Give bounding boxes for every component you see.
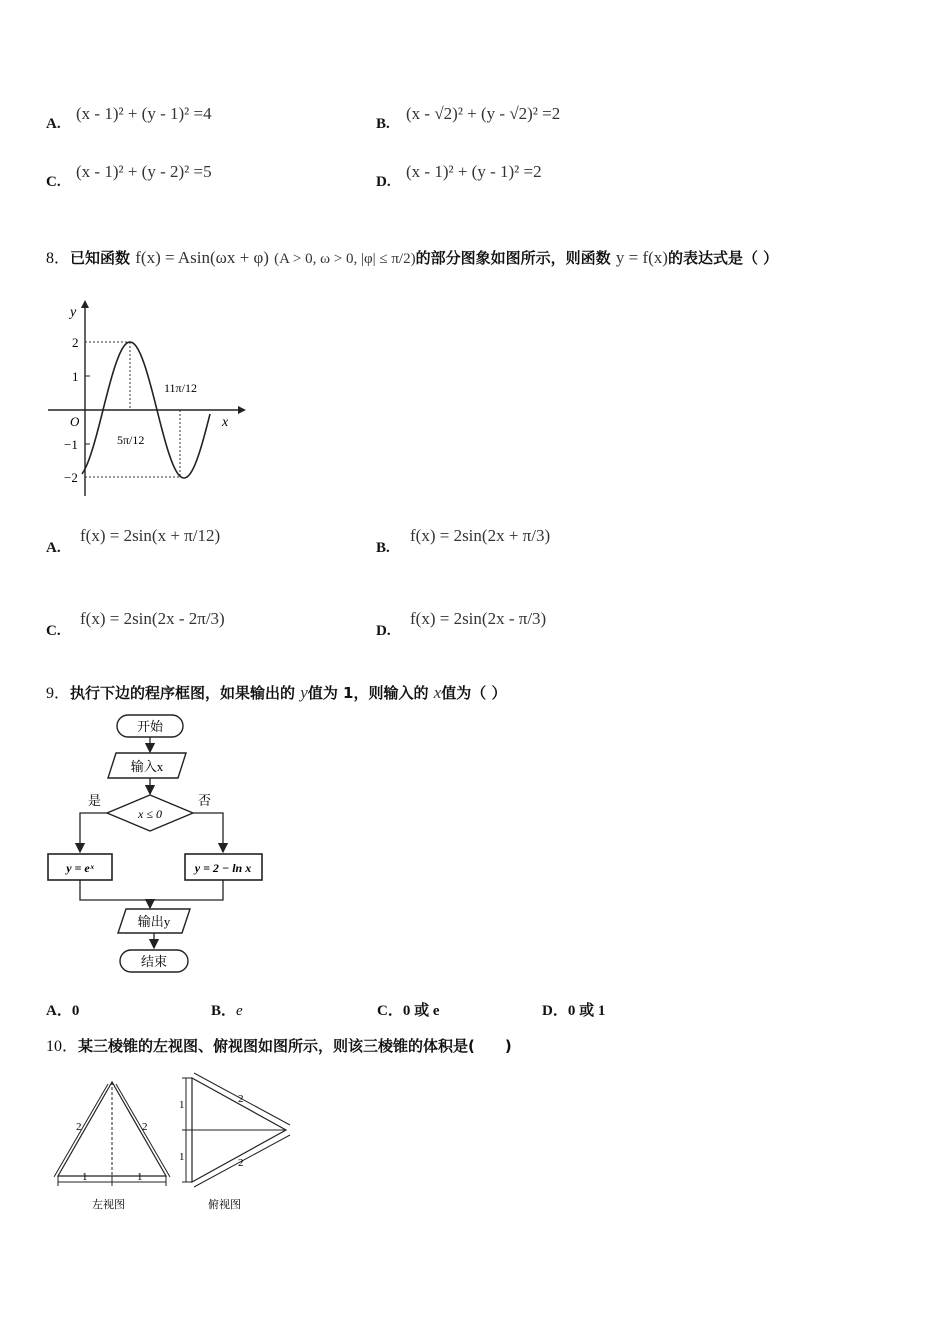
left-process-label: y = eˣ (66, 861, 94, 875)
q8-func: f(x) = Asin(ωx + φ) (135, 248, 269, 267)
q7-option-b-expr: (x - √2)² + (y - √2)² =2 (406, 104, 561, 123)
q7-option-d-label: D. (376, 174, 391, 190)
q8-text-pre: 已知函数 (70, 249, 131, 267)
q8-option-a-expr: f(x) = 2sin(x + π/12) (80, 526, 221, 545)
q9-option-c-value: 0 或 e (402, 1003, 440, 1019)
q7-option-a-expr: (x - 1)² + (y - 1)² =4 (76, 104, 212, 123)
q8-option-d-expr: f(x) = 2sin(2x - π/3) (410, 609, 547, 628)
x-axis-label: x (222, 415, 229, 430)
q9-option-a-label: A． (46, 1003, 72, 1019)
q9-option-d-value: 0 或 1 (567, 1003, 606, 1019)
left-view-side-left: 2 (76, 1121, 82, 1133)
y-tick-label-neg1: −1 (64, 437, 78, 452)
q8-yfx: y = f(x) (615, 248, 668, 267)
q8-number: 8． (46, 250, 71, 267)
arrow-yes (80, 813, 107, 852)
left-view-base-right: 1 (137, 1171, 143, 1183)
no-label: 否 (198, 793, 212, 808)
x-label-11pi-12: 11π/12 (164, 381, 197, 395)
q8-sine-graph (40, 296, 250, 501)
arrow-no (193, 813, 223, 852)
y-axis-arrow-icon (81, 300, 89, 308)
q10-stem (46, 1033, 512, 1056)
q9-option-b-value: e (236, 1003, 243, 1019)
q9-option-b (211, 999, 243, 1020)
q7-option-a-label: A. (46, 116, 61, 132)
y-axis-label: y (70, 305, 77, 320)
q9-option-b-label: B． (211, 1003, 237, 1019)
merge-left (80, 880, 150, 900)
q9-option-d (542, 999, 605, 1020)
top-view-side-top: 2 (238, 1093, 244, 1105)
left-view-base-left: 1 (82, 1171, 88, 1183)
q10-left-view (44, 1074, 176, 1214)
q8-option-d-label: D. (376, 623, 391, 639)
q8-option-c-label: C. (46, 623, 61, 639)
top-view-caption: 俯视图 (208, 1198, 241, 1211)
q7-option-b-label: B. (376, 116, 390, 132)
q8-option-a-label: A. (46, 540, 61, 556)
merge-right (150, 880, 223, 900)
q9-option-d-label: D． (542, 1003, 568, 1019)
q9-number: 9． (46, 685, 71, 702)
start-label: 开始 (136, 719, 164, 734)
q9-option-c (377, 999, 440, 1020)
y-tick-label-2: 2 (72, 335, 79, 350)
q9-flowchart (44, 712, 274, 980)
q9-var-y: y (300, 683, 308, 702)
q10-top-view (176, 1068, 302, 1216)
q8-text-post: 的部分图象如图所示，则函数 (415, 249, 611, 267)
q7-option-d-expr: (x - 1)² + (y - 1)² =2 (406, 162, 542, 181)
condition-label: x ≤ 0 (138, 807, 162, 821)
top-view-side-bottom: 2 (238, 1157, 244, 1169)
x-label-5pi-12: 5π/12 (117, 433, 145, 447)
q9-text-3: 值为（ ） (441, 684, 507, 702)
input-label: 输入x (130, 759, 164, 774)
q8-text-end: 的表达式是（ ） (667, 249, 779, 267)
q8-option-b-expr: f(x) = 2sin(2x + π/3) (410, 526, 551, 545)
q8-option-b-label: B. (376, 540, 390, 556)
q7-option-c-label: C. (46, 174, 61, 190)
q8-condition: (A > 0, ω > 0, |φ| ≤ π/2) (274, 251, 416, 267)
end-label: 结束 (140, 954, 168, 969)
q9-var-x: x (433, 683, 442, 702)
q10-text: 某三棱锥的左视图、俯视图如图所示，则该三棱锥的体积是( ) (78, 1037, 512, 1055)
q9-option-c-label: C． (377, 1003, 403, 1019)
yes-label: 是 (88, 793, 102, 808)
q9-text-2: 值为 1，则输入的 (307, 684, 429, 702)
left-view-side-right: 2 (142, 1121, 148, 1133)
top-view-left-top: 1 (179, 1099, 185, 1111)
origin-label: O (70, 414, 80, 429)
x-axis-arrow-icon (238, 406, 246, 414)
q8-stem (46, 245, 778, 268)
q7-option-c-expr: (x - 1)² + (y - 2)² =5 (76, 162, 212, 181)
left-view-caption: 左视图 (92, 1198, 125, 1211)
right-process-label: y = 2 − ln x (194, 861, 252, 875)
q9-text-1: 执行下边的程序框图，如果输出的 (70, 684, 296, 702)
q8-option-c-expr: f(x) = 2sin(2x - 2π/3) (80, 609, 225, 628)
q10-number: 10． (46, 1038, 79, 1055)
top-view-left-bottom: 1 (179, 1151, 185, 1163)
q9-stem (46, 680, 507, 703)
q9-option-a (46, 999, 79, 1020)
y-tick-label-neg2: −2 (64, 470, 78, 485)
y-tick-label-1: 1 (72, 369, 79, 384)
output-label: 输出y (137, 914, 171, 929)
q9-option-a-value: 0 (71, 1003, 80, 1019)
